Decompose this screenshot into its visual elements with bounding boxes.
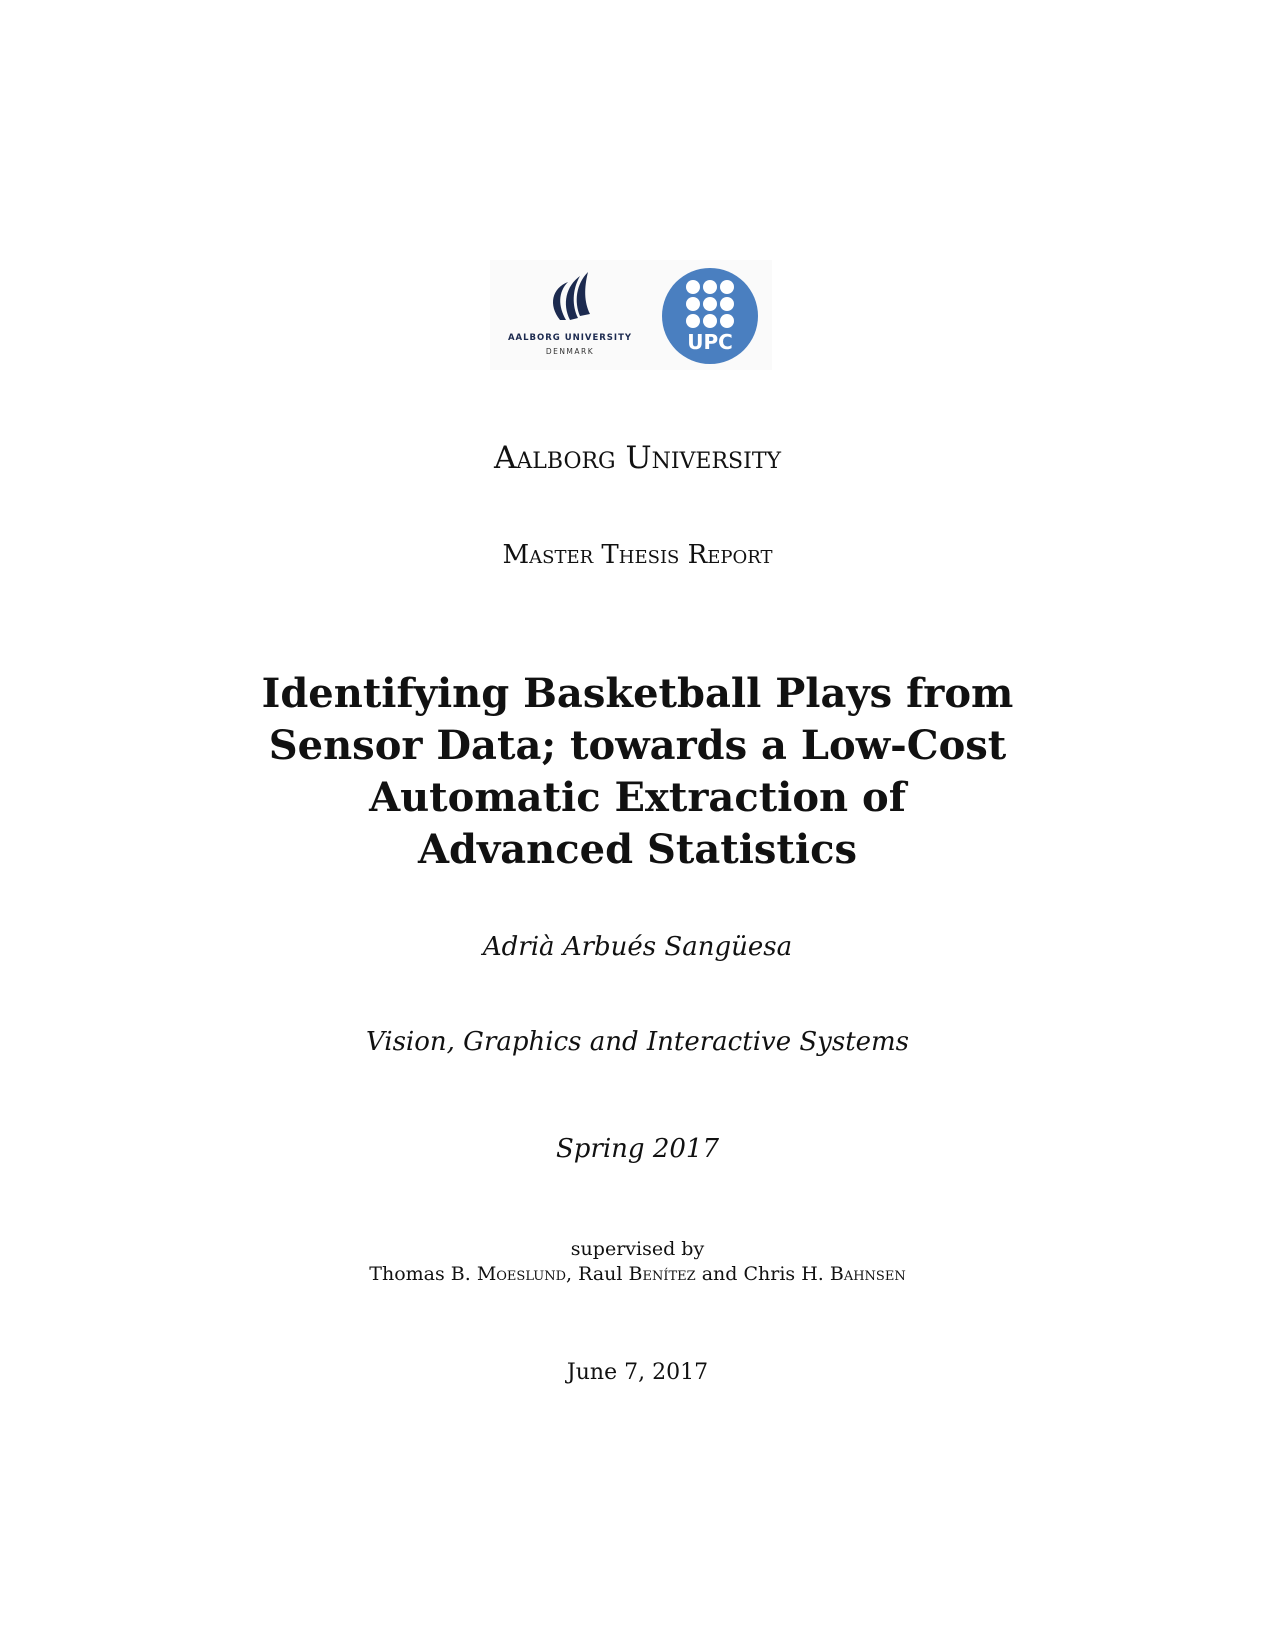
semester: Spring 2017 <box>555 1134 720 1164</box>
supervisor-first: and Chris H. <box>695 1263 830 1285</box>
title-line: Sensor Data; towards a Low-Cost <box>268 722 1007 769</box>
supervisor-first: , Raul <box>566 1263 629 1285</box>
university-name: Aalborg University <box>493 440 782 476</box>
supervisor-last: Benítez <box>628 1263 696 1285</box>
upc-logo-text: UPC <box>687 330 733 354</box>
title-line: Identifying Basketball Plays from <box>261 670 1014 717</box>
upc-logo <box>662 268 758 364</box>
logos <box>490 260 772 370</box>
supervisor-last: Bahnsen <box>829 1263 906 1285</box>
supervised-label: supervised by <box>570 1238 705 1260</box>
thesis-title <box>0 668 1275 876</box>
title-line: Advanced Statistics <box>418 826 857 873</box>
report-type: Master Thesis Report <box>502 540 773 570</box>
supervisor-first: Thomas B. <box>369 1263 477 1285</box>
date: June 7, 2017 <box>566 1360 709 1385</box>
title-line: Automatic Extraction of <box>369 774 906 821</box>
supervisors <box>0 1263 1275 1285</box>
program: Vision, Graphics and Interactive Systems <box>365 1027 910 1057</box>
aau-logo-country: DENMARK <box>545 347 595 356</box>
author: Adrià Arbués Sangüesa <box>482 932 793 962</box>
aalborg-university-logo-icon <box>530 270 610 330</box>
aau-logo-text: AALBORG UNIVERSITY <box>507 333 633 343</box>
supervisor-last: Moeslund <box>476 1263 566 1285</box>
